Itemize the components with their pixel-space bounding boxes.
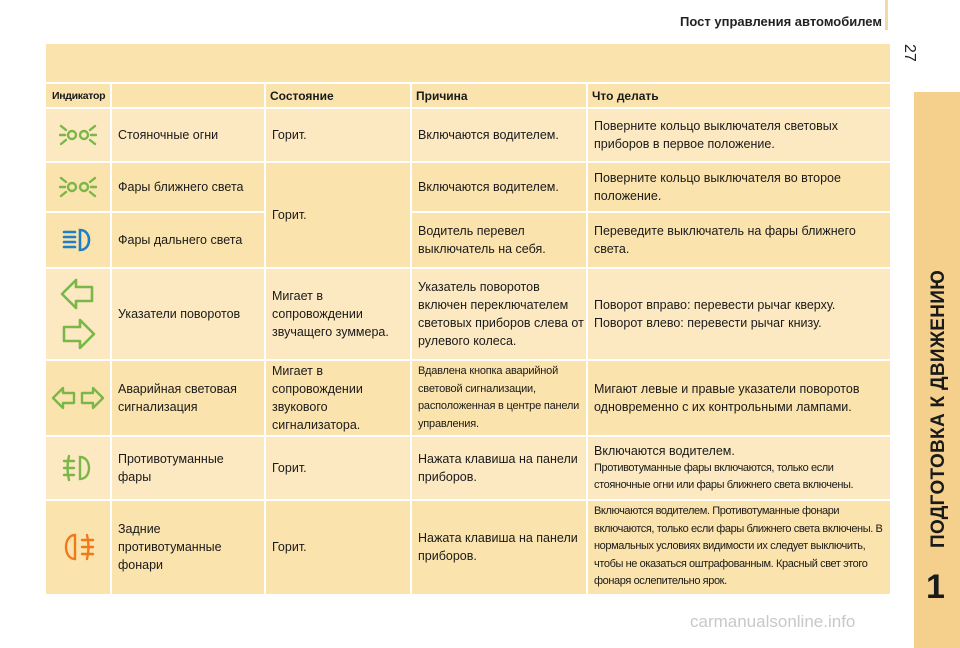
- high-beam-icon: [46, 212, 110, 268]
- indicator-name: Стояночные огни: [118, 128, 219, 142]
- indicator-state: Горит.: [272, 208, 307, 222]
- action-note-text: Противотуманные фары включаются, только если стояночные огни или фары ближнего света включены.: [594, 461, 854, 491]
- watermark-text: carmanualsonline.info: [690, 612, 856, 631]
- indicator-action: Поворот вправо: перевести рычаг кверху. Поворот влево: перевести рычаг книзу.: [594, 298, 836, 330]
- action-main-text: Включаются водителем.: [594, 443, 735, 458]
- indicator-cause: Водитель перевел выключатель на себя.: [418, 224, 546, 256]
- indicator-state: Горит.: [272, 540, 307, 554]
- section-title: ПОДГОТОВКА К ДВИЖЕНИЮ: [928, 269, 949, 548]
- column-header-indicator: Индикатор: [52, 90, 106, 102]
- table-divider: [264, 82, 266, 594]
- chapter-number: 1: [926, 568, 945, 606]
- indicator-action: Переведите выключатель на фары ближнего света.: [594, 224, 856, 256]
- indicator-action: Мигают левые и правые указатели поворотов одновременно с их контрольными лампами.: [594, 382, 860, 414]
- table-divider: [46, 82, 890, 84]
- indicator-name: Аварийная световая сигнализация: [118, 382, 237, 414]
- indicator-state: Горит.: [272, 461, 307, 475]
- turn-signal-icon: [46, 268, 110, 360]
- table-top-band: [46, 44, 890, 80]
- indicator-name: Противотуманные фары: [118, 452, 224, 484]
- indicator-cause: Нажата клавиша на панели приборов.: [418, 531, 578, 563]
- column-header-cause: Причина: [416, 89, 468, 103]
- indicator-cause: Вдавлена кнопка аварийной световой сигнализации, расположенная в центре панели управления.: [418, 365, 580, 430]
- indicator-state: Горит.: [272, 128, 307, 142]
- indicator-state: Мигает в сопровождении звучащего зуммера.: [272, 289, 389, 339]
- low-beam-icon: [46, 162, 110, 212]
- table-divider: [586, 82, 588, 594]
- table-divider: [410, 82, 412, 594]
- page-header-title: Пост управления автомобилем: [680, 14, 882, 29]
- indicator-cause: Включаются водителем.: [418, 180, 559, 194]
- indicator-state: Мигает в сопровождении звукового сигнализатора.: [272, 364, 363, 432]
- indicator-action: [594, 436, 888, 500]
- table-divider: [110, 82, 112, 594]
- indicator-table: [46, 44, 890, 594]
- indicator-action: Поверните кольцо выключателя световых приборов в первое положение.: [594, 119, 838, 151]
- indicator-name: Задние противотуманные фонари: [118, 522, 222, 572]
- indicator-action: Включаются водителем. Противотуманные фонари включаются, только если фары ближнего света включены. В нормальных условиях видимости их следует выключить, чтобы не оказаться оштрафованным. Красный свет этого фонаря ослепительно ярок.: [594, 505, 883, 588]
- front-fog-icon: [46, 436, 110, 500]
- parking-lights-icon: [46, 108, 110, 162]
- indicator-cause: Нажата клавиша на панели приборов.: [418, 452, 578, 484]
- column-header-action: Что делать: [592, 89, 659, 103]
- indicator-action: Поверните кольцо выключателя во второе положение.: [594, 171, 841, 203]
- hazard-lights-icon: [46, 360, 110, 436]
- indicator-name: Указатели поворотов: [118, 307, 241, 321]
- column-header-state: Состояние: [270, 89, 334, 103]
- indicator-name: Фары ближнего света: [118, 180, 244, 194]
- page-number: 27: [901, 44, 918, 62]
- indicator-cause: Включаются водителем.: [418, 128, 559, 142]
- header-rule: [885, 0, 888, 30]
- indicator-name: Фары дальнего света: [118, 233, 243, 247]
- rear-fog-icon: [46, 500, 110, 594]
- indicator-cause: Указатель поворотов включен переключателем световых приборов слева от рулевого колеса.: [418, 280, 584, 348]
